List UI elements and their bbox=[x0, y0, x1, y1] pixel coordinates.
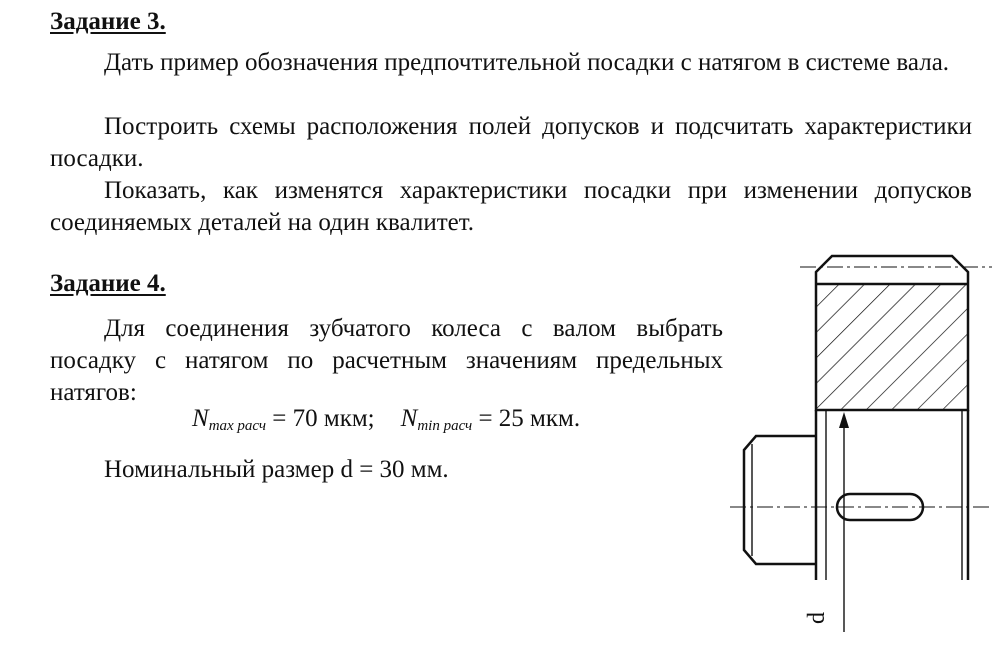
task4-intro: Для соединения зубчатого колеса с валом выбрать посадку с натягом по расчетным значениям предельных натягов: bbox=[50, 315, 723, 406]
n-min-subscript: min расч bbox=[417, 418, 473, 434]
task3-paragraph-2: Построить схемы расположения полей допусков и подсчитать характеристики посадки. bbox=[50, 113, 972, 172]
hatched-section bbox=[816, 284, 968, 410]
gear-shaft-drawing bbox=[730, 240, 992, 645]
dimension-label: d bbox=[804, 612, 830, 624]
task4-heading: Задание 4. bbox=[50, 270, 166, 297]
task3-heading: Задание 3. bbox=[50, 8, 166, 35]
shaft-step bbox=[744, 436, 816, 564]
shaft bbox=[730, 410, 992, 580]
gear-hub bbox=[800, 256, 992, 410]
interference-formula bbox=[192, 405, 580, 435]
n-min-value: = 25 мкм. bbox=[478, 405, 581, 432]
n-max-subscript: max расч bbox=[208, 418, 267, 434]
nominal-size: Номинальный размер d = 30 мм. bbox=[104, 456, 449, 483]
task3-paragraph-1: Дать пример обозначения предпочтительной посадки с натягом в системе вала. bbox=[104, 49, 950, 76]
n-max-value: = 70 мкм; bbox=[272, 405, 375, 432]
n-min-symbol: N bbox=[400, 405, 418, 432]
n-max-symbol: N bbox=[192, 405, 209, 432]
task3-paragraph-3: Показать, как изменятся характеристики посадки при изменении допусков соединяемых деталей на один квалитет. bbox=[50, 177, 972, 236]
